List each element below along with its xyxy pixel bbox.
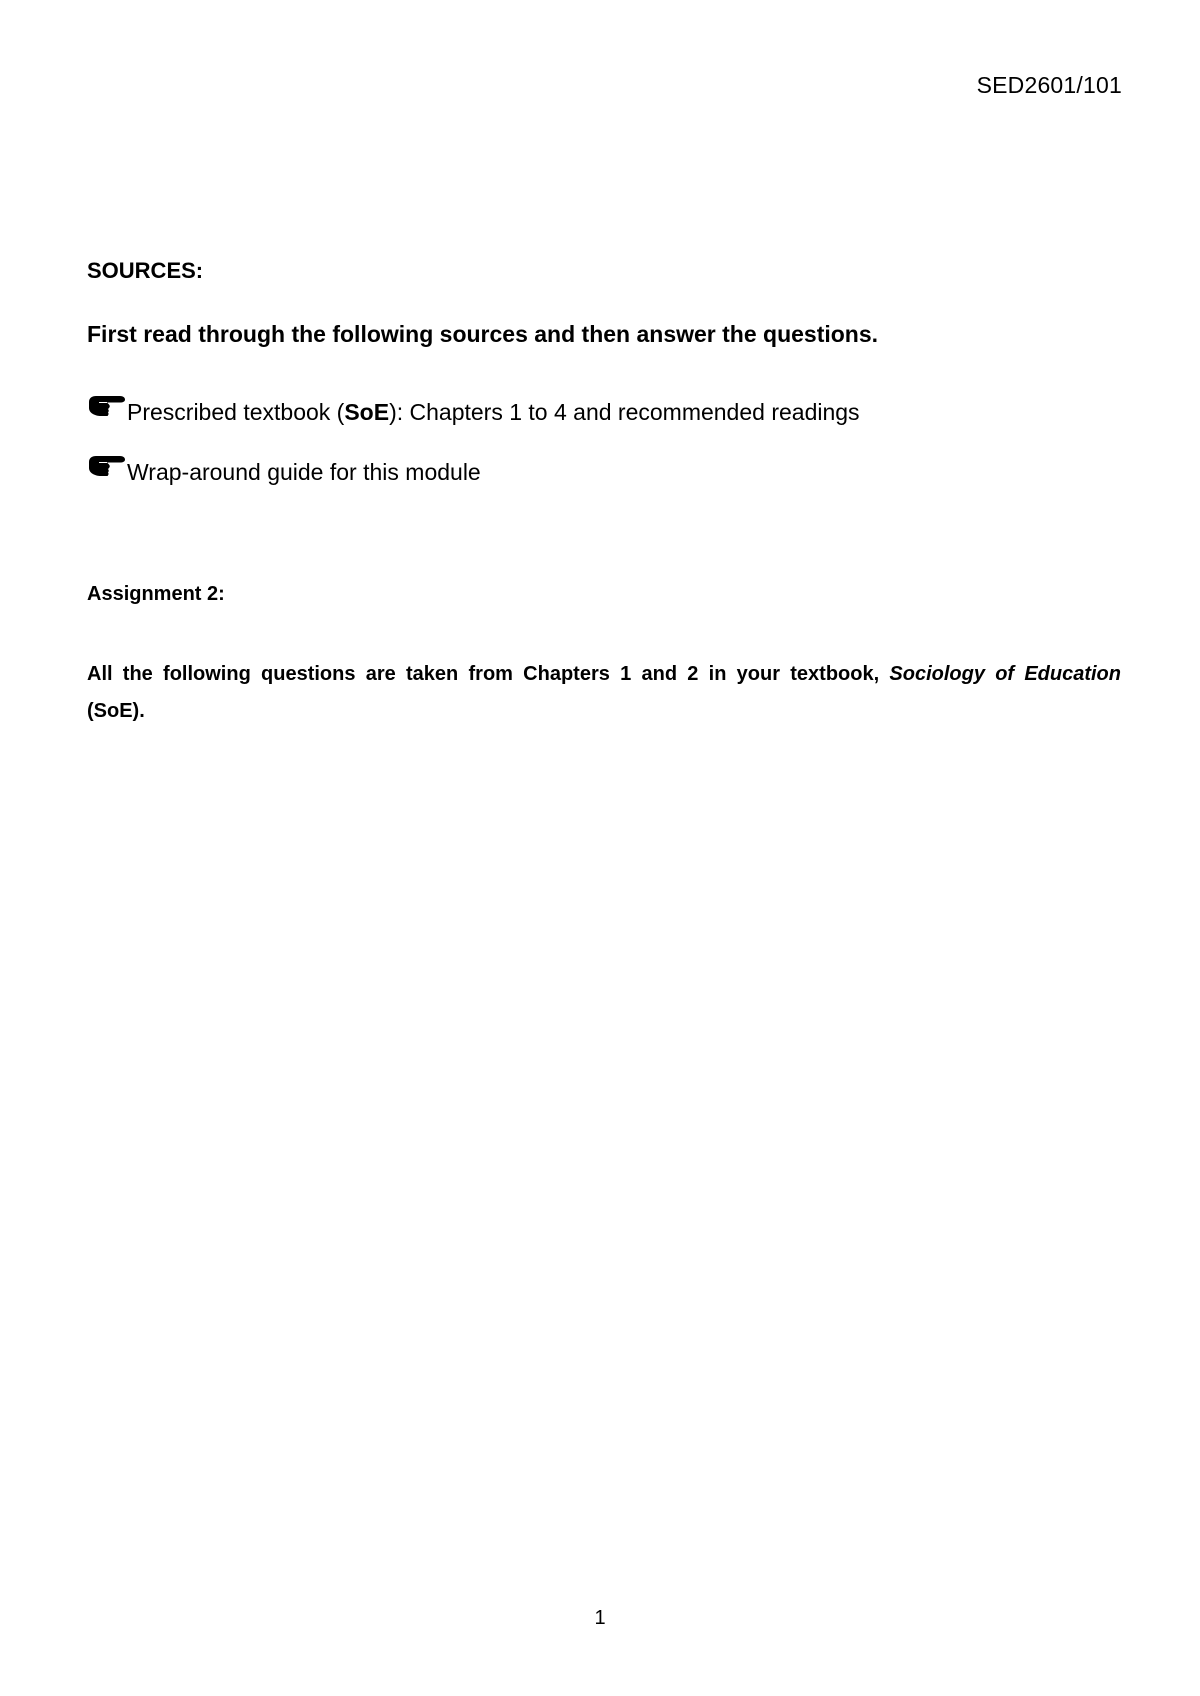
source-item-text-before: Prescribed textbook ( <box>127 399 345 425</box>
sources-heading: SOURCES: <box>87 258 204 283</box>
intro-text-after: (SoE). <box>87 700 145 722</box>
source-item-textbook <box>87 388 860 426</box>
source-item-guide <box>87 448 860 486</box>
textbook-title: Sociology of Education <box>889 663 1121 685</box>
pointing-hand-icon <box>87 392 127 420</box>
assignment-intro-paragraph <box>87 656 1121 730</box>
intro-text-before: All the following questions are taken from Chapters 1 and 2 in your textbook, <box>87 663 890 685</box>
assignment-heading: Assignment 2: <box>87 583 225 605</box>
sources-list <box>87 388 860 508</box>
sources-instruction: First read through the following sources and then answer the questions. <box>87 321 879 347</box>
document-code: SED2601/101 <box>976 72 1122 98</box>
page-number: 1 <box>594 1607 606 1629</box>
source-item-label: Wrap-around guide for this module <box>127 459 481 485</box>
source-item-label <box>127 398 860 426</box>
source-item-abbreviation: SoE <box>344 399 390 425</box>
source-item-text-after: ): Chapters 1 to 4 and recommended readings <box>389 399 860 425</box>
pointing-hand-icon <box>87 452 127 480</box>
